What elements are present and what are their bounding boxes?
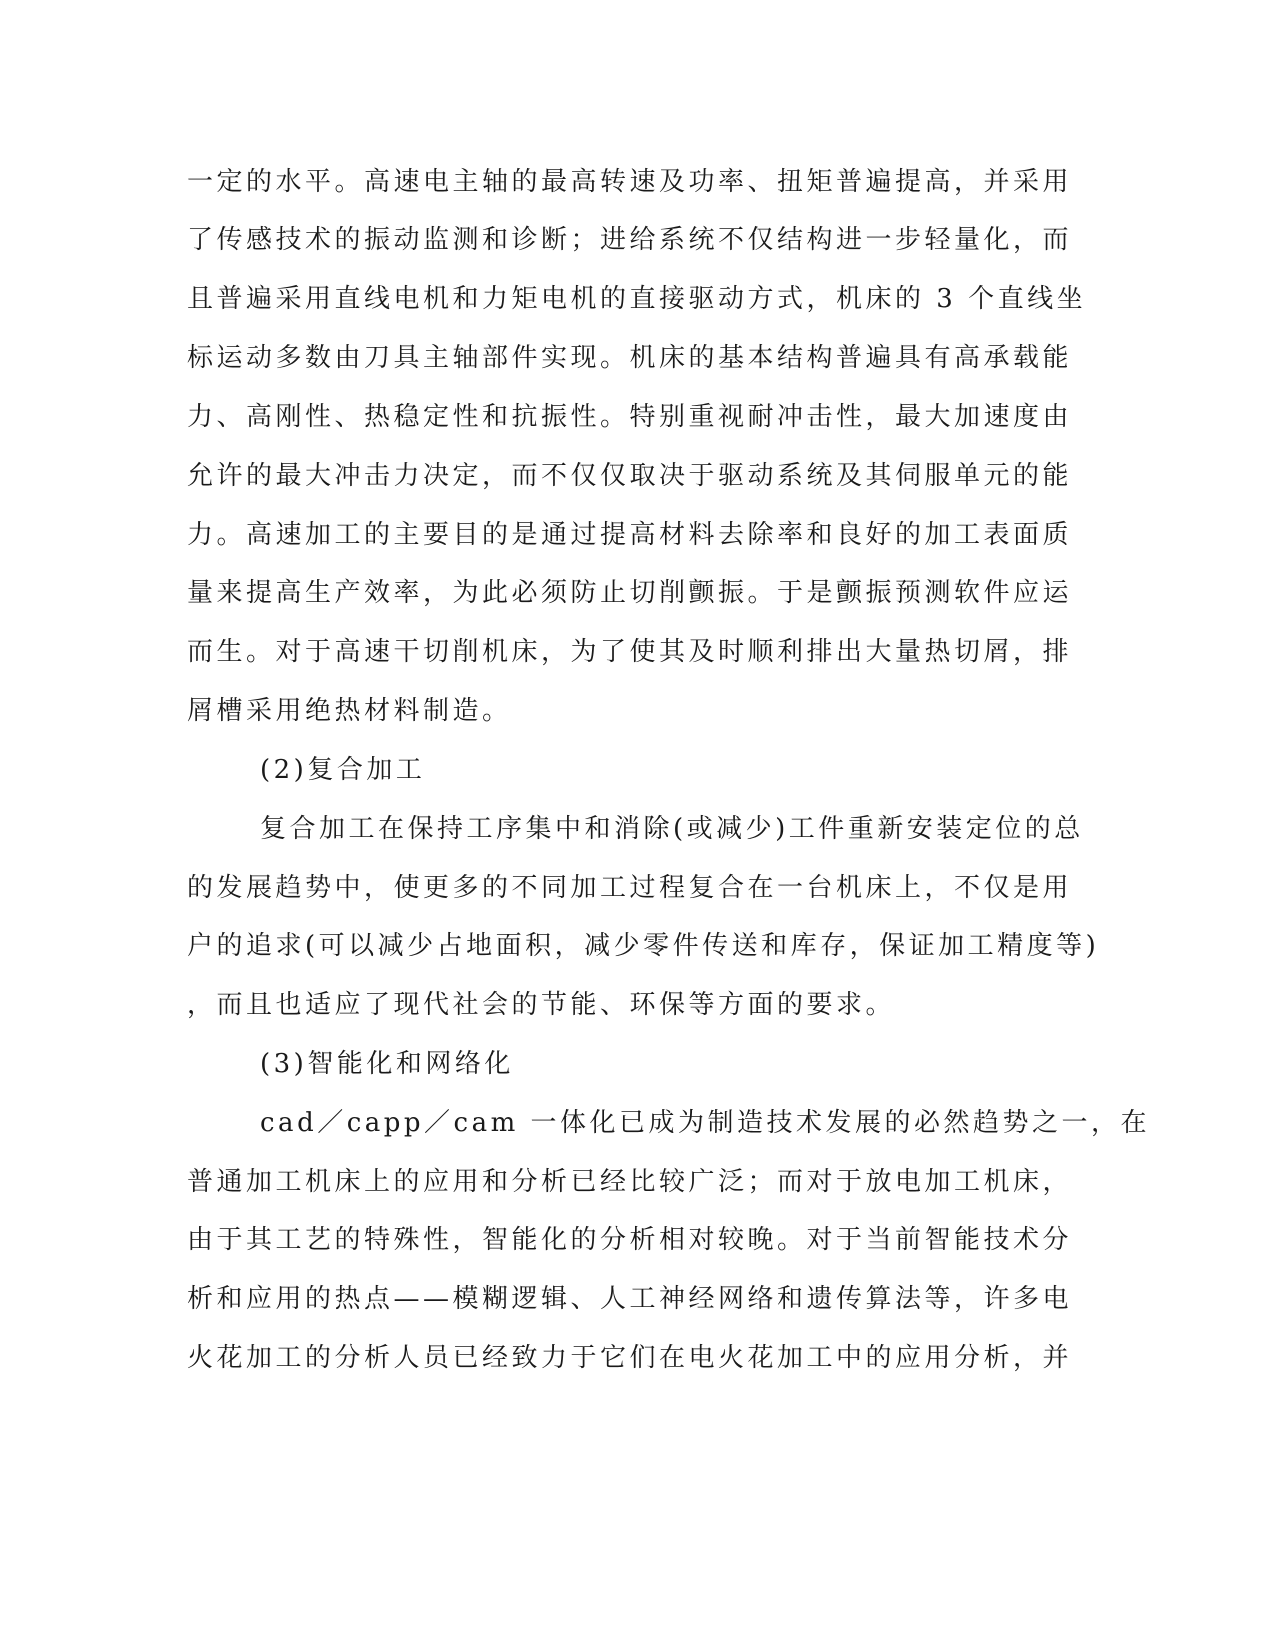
text-line: 且普遍采用直线电机和力矩电机的直接驱动方式，机床的 3 个直线坐 (187, 284, 1087, 314)
text-line: 力。高速加工的主要目的是通过提高材料去除率和良好的加工表面质 (187, 520, 1073, 550)
text-line: 析和应用的热点——模糊逻辑、人工神经网络和遗传算法等，许多电 (187, 1284, 1073, 1314)
text-line: 力、高刚性、热稳定性和抗振性。特别重视耐冲击性，最大加速度由 (187, 402, 1073, 432)
text-line: 标运动多数由刀具主轴部件实现。机床的基本结构普遍具有高承载能 (187, 343, 1073, 373)
section-heading: (2)复合加工 (260, 755, 426, 785)
text-line: 屑槽采用绝热材料制造。 (187, 696, 512, 726)
text-line: 户的追求(可以减少占地面积，减少零件传送和库存，保证加工精度等) (187, 931, 1100, 961)
section-heading: (3)智能化和网络化 (260, 1049, 514, 1079)
text-line: 量来提高生产效率，为此必须防止切削颤振。于是颤振预测软件应运 (187, 578, 1073, 608)
text-line: cad／capp／cam 一体化已成为制造技术发展的必然趋势之一，在 (260, 1108, 1151, 1138)
text-line: 由于其工艺的特殊性，智能化的分析相对较晚。对于当前智能技术分 (187, 1225, 1073, 1255)
text-line: 一定的水平。高速电主轴的最高转速及功率、扭矩普遍提高，并采用 (187, 167, 1073, 197)
text-line: 而生。对于高速干切削机床，为了使其及时顺利排出大量热切屑，排 (187, 637, 1073, 667)
text-line: 允许的最大冲击力决定，而不仅仅取决于驱动系统及其伺服单元的能 (187, 461, 1073, 491)
text-line: 复合加工在保持工序集中和消除(或减少)工件重新安装定位的总 (260, 814, 1084, 844)
text-line: 火花加工的分析人员已经致力于它们在电火花加工中的应用分析，并 (187, 1343, 1073, 1373)
text-line: 的发展趋势中，使更多的不同加工过程复合在一台机床上，不仅是用 (187, 873, 1073, 903)
text-line: ，而且也适应了现代社会的节能、环保等方面的要求。 (187, 990, 896, 1020)
text-line: 了传感技术的振动监测和诊断；进给系统不仅结构进一步轻量化，而 (187, 225, 1073, 255)
text-line: 普通加工机床上的应用和分析已经比较广泛；而对于放电加工机床， (187, 1167, 1073, 1197)
